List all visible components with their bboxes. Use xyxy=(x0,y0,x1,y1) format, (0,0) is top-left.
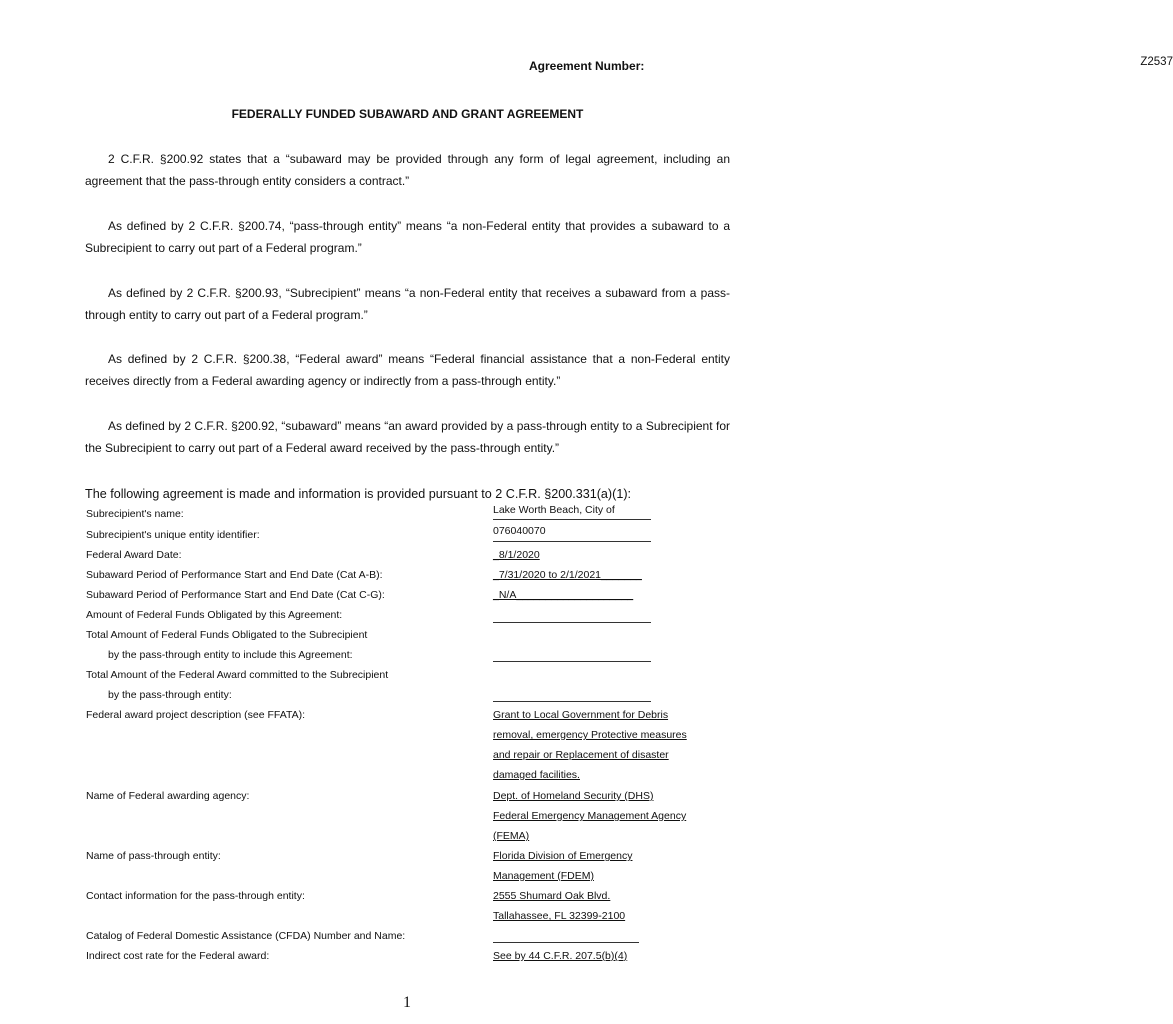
subrecipient-name-value: Lake Worth Beach, City of xyxy=(493,504,615,516)
contact-info-label: Contact information for the pass-through entity: xyxy=(86,890,305,902)
cfda-label: Catalog of Federal Domestic Assistance (CFDA) Number and Name: xyxy=(86,930,406,942)
period-ab-label: Subaward Period of Performance Start and End Date (Cat A-B): xyxy=(86,569,383,581)
pass-through-entity-line-1: Florida Division of Emergency xyxy=(493,850,633,862)
agreement-number-label: Agreement Number: xyxy=(529,59,645,73)
paragraph-subrecipient: As defined by 2 C.F.R. §200.93, “Subrecipient” means “a non-Federal entity that receives a subaward from a pass-through entity to carry out part of a Federal program.” xyxy=(85,286,730,322)
contact-info-line-2: Tallahassee, FL 32399-2100 xyxy=(493,910,626,922)
funds-obligated-line xyxy=(493,622,651,623)
project-description-label: Federal award project description (see FFATA): xyxy=(86,709,306,721)
project-description-line-1: Grant to Local Government for Debris xyxy=(493,709,669,721)
total-obligated-label: Total Amount of Federal Funds Obligated to the Subrecipient xyxy=(86,629,368,641)
funds-obligated-label: Amount of Federal Funds Obligated by this Agreement: xyxy=(86,609,343,621)
agreement-number-value: Z2537 xyxy=(1140,56,1173,68)
awarding-agency-line-3: (FEMA) xyxy=(493,830,530,842)
page-number: 1 xyxy=(403,994,411,1011)
paragraph-federal-award: As defined by 2 C.F.R. §200.38, “Federal award” means “Federal financial assistance that a non-Federal entity receives directly from a Federal awarding agency or indirectly from a pass-through entity.” xyxy=(85,352,730,388)
total-committed-line xyxy=(493,701,651,702)
total-committed-label-2: by the pass-through entity: xyxy=(108,689,232,701)
paragraph-pass-through-entity: As defined by 2 C.F.R. §200.74, “pass-through entity” means “a non-Federal entity that provides a subaward to a Subrecipient to carry out part of a Federal program.” xyxy=(85,219,730,255)
project-description-line-3: and repair or Replacement of disaster xyxy=(493,749,669,761)
awarding-agency-label: Name of Federal awarding agency: xyxy=(86,790,250,802)
indirect-cost-label: Indirect cost rate for the Federal award: xyxy=(86,950,270,962)
federal-award-date-value: _8/1/2020 xyxy=(493,549,540,561)
total-obligated-line xyxy=(493,661,651,662)
subrecipient-name-label: Subrecipient's name: xyxy=(86,508,184,520)
total-committed-label: Total Amount of the Federal Award committed to the Subrecipient xyxy=(86,669,389,681)
pass-through-entity-line-2: Management (FDEM) xyxy=(493,870,594,882)
pass-through-entity-label: Name of pass-through entity: xyxy=(86,850,221,862)
indirect-cost-value: See by 44 C.F.R. 207.5(b)(4) xyxy=(493,950,628,962)
period-ab-value: _7/31/2020 to 2/1/2021_______ xyxy=(493,569,642,581)
federal-award-date-label: Federal Award Date: xyxy=(86,549,182,561)
period-cg-value: _N/A____________________ xyxy=(493,589,634,601)
unique-entity-id-label: Subrecipient's unique entity identifier: xyxy=(86,529,260,541)
contact-info-line-1: 2555 Shumard Oak Blvd. xyxy=(493,890,611,902)
awarding-agency-line-2: Federal Emergency Management Agency xyxy=(493,810,687,822)
period-cg-label: Subaward Period of Performance Start and End Date (Cat C-G): xyxy=(86,589,385,601)
project-description-line-2: removal, emergency Protective measures xyxy=(493,729,687,741)
cfda-line xyxy=(493,942,639,943)
document-title: FEDERALLY FUNDED SUBAWARD AND GRANT AGREEMENT xyxy=(231,107,584,121)
lead-sentence: The following agreement is made and information is provided pursuant to 2 C.F.R. §200.331(a)(1): xyxy=(85,487,632,501)
subrecipient-name-line xyxy=(493,519,651,520)
agreement-number xyxy=(529,56,1173,73)
project-description-line-4: damaged facilities. xyxy=(493,769,580,781)
unique-entity-id-value: 076040070 xyxy=(493,525,546,537)
total-obligated-label-2: by the pass-through entity to include this Agreement: xyxy=(108,649,353,661)
unique-entity-id-line xyxy=(493,541,651,542)
paragraph-subaward-legal: 2 C.F.R. §200.92 states that a “subaward may be provided through any form of legal agreement, including an agreement that the pass-through entity considers a contract.” xyxy=(85,152,730,188)
paragraph-subaward-definition: As defined by 2 C.F.R. §200.92, “subaward” means “an award provided by a pass-through entity to a Subrecipient for the Subrecipient to carry out part of a Federal award received by the pass-through entity.” xyxy=(85,419,730,455)
awarding-agency-line-1: Dept. of Homeland Security (DHS) xyxy=(493,790,654,802)
